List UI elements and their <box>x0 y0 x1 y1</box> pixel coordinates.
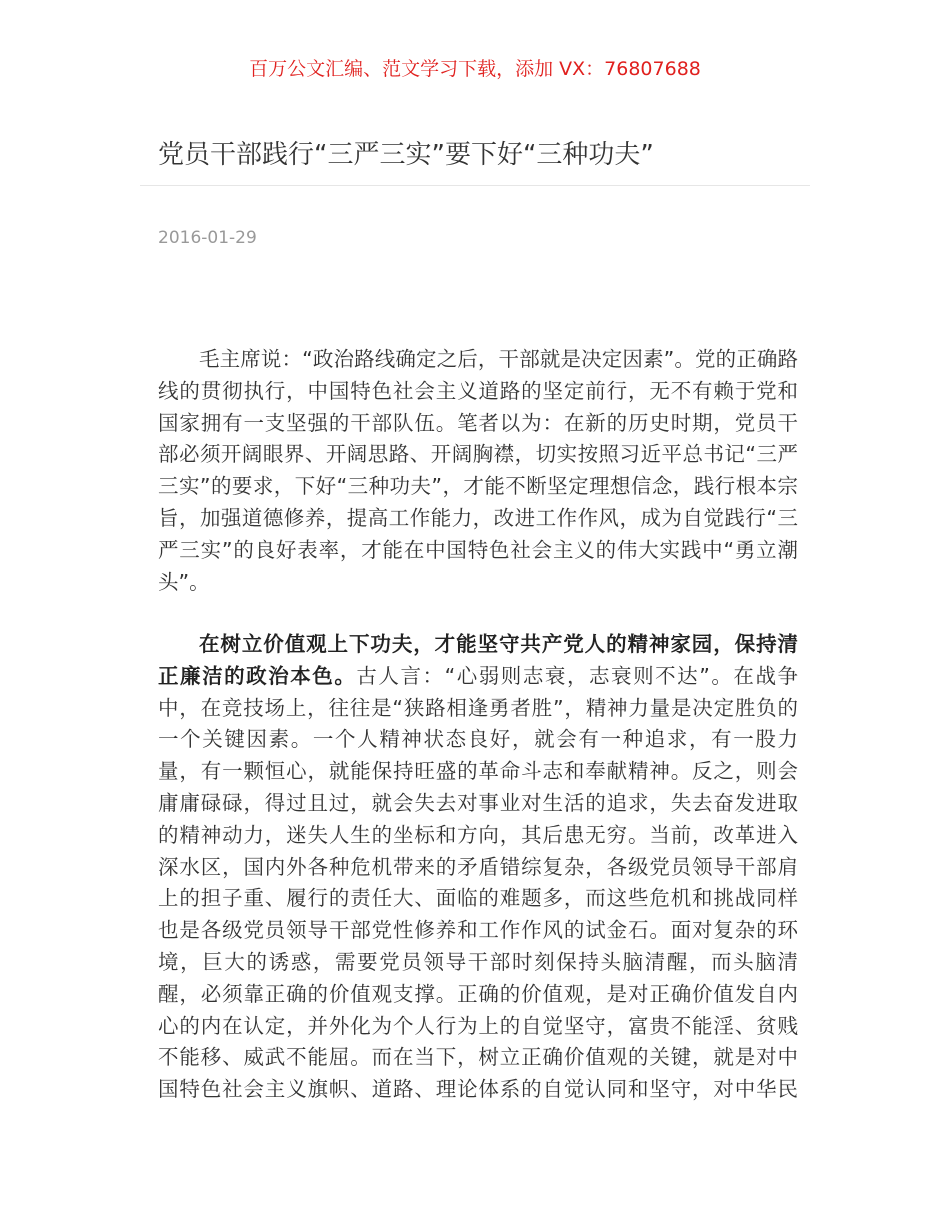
body-text: 心的内在认定，并外化为个人行为上的自觉坚守，富贵不能淫、贫贱 <box>158 1013 798 1038</box>
body-text: 线的贯彻执行，中国特色社会主义道路的坚定前行，无不有赖于党和 <box>158 378 798 403</box>
text-line <box>158 979 798 1011</box>
body-text: 头”。 <box>158 569 210 594</box>
text-line <box>158 1074 798 1106</box>
article-date: 2016-01-29 <box>158 228 257 248</box>
bold-lead-text: 在树立价值观上下功夫，才能坚守共产党人的精神家园，保持清 <box>199 632 798 656</box>
body-text: 深水区，国内外各种危机带来的矛盾错综复杂，各级党员领导干部肩 <box>158 854 798 879</box>
title-divider <box>140 185 810 186</box>
text-line <box>158 567 798 599</box>
paragraph-2 <box>158 629 798 1106</box>
text-line <box>158 915 798 947</box>
text-line <box>158 788 798 820</box>
body-text: 也是各级党员领导干部党性修养和工作作风的试金石。面对复杂的环 <box>158 918 798 943</box>
text-line <box>158 408 798 440</box>
body-text: 三实”的要求，下好“三种功夫”，才能不断坚定理想信念，践行根本宗 <box>158 474 798 499</box>
promo-banner: 百万公文汇编、范文学习下载，添加 VX：76807688 <box>249 58 701 80</box>
text-line <box>158 535 798 567</box>
body-text: 不能移、威武不能屈。而在当下，树立正确价值观的关键，就是对中 <box>158 1045 798 1070</box>
body-text: 国家拥有一支坚强的干部队伍。笔者以为：在新的历史时期，党员干 <box>158 410 798 435</box>
text-line <box>158 503 798 535</box>
text-line <box>158 820 798 852</box>
text-line <box>158 947 798 979</box>
text-line <box>158 1042 798 1074</box>
body-text: 的精神动力，迷失人生的坐标和方向，其后患无穷。当前，改革进入 <box>158 822 798 847</box>
body-text: 境，巨大的诱惑，需要党员领导干部时刻保持头脑清醒，而头脑清 <box>158 949 798 974</box>
body-text: 量，有一颗恒心，就能保持旺盛的革命斗志和奉献精神。反之，则会 <box>158 759 798 784</box>
text-line <box>158 439 798 471</box>
body-text: 庸庸碌碌，得过且过，就会失去对事业对生活的追求，失去奋发进取 <box>158 790 798 815</box>
body-text: 一个关键因素。一个人精神状态良好，就会有一种追求，有一股力 <box>158 727 798 752</box>
text-line <box>158 883 798 915</box>
article-title: 党员干部践行“三严三实”要下好“三种功夫” <box>158 140 654 170</box>
text-line <box>158 344 798 376</box>
body-text: 旨，加强道德修养，提高工作能力，改进工作作风，成为自觉践行“三 <box>158 505 798 530</box>
text-line <box>158 756 798 788</box>
paragraph-1 <box>158 344 798 598</box>
text-line <box>158 852 798 884</box>
body-text: 毛主席说：“政治路线确定之后，干部就是决定因素”。党的正确路 <box>199 347 798 371</box>
text-line <box>158 661 798 693</box>
body-text: 上的担子重、履行的责任大、面临的难题多，而这些危机和挑战同样 <box>158 886 798 911</box>
text-line <box>158 724 798 756</box>
body-text: 国特色社会主义旗帜、道路、理论体系的自觉认同和坚守，对中华民 <box>158 1077 798 1102</box>
body-text: 醒，必须靠正确的价值观支撑。正确的价值观，是对正确价值发自内 <box>158 981 798 1006</box>
text-line <box>158 629 798 661</box>
body-text: 严三实”的良好表率，才能在中国特色社会主义的伟大实践中“勇立潮 <box>158 537 798 562</box>
text-line <box>158 376 798 408</box>
body-text: 部必须开阔眼界、开阔思路、开阔胸襟，切实按照习近平总书记“三严 <box>158 442 798 467</box>
bold-lead-text: 正廉洁的政治本色。 <box>158 663 357 688</box>
body-text: 中，在竞技场上，往往是“狭路相逢勇者胜”，精神力量是决定胜负的 <box>158 695 798 720</box>
body-text: 古人言：“心弱则志衰，志衰则不达”。在战争 <box>356 663 798 688</box>
text-line <box>158 471 798 503</box>
text-line <box>158 693 798 725</box>
text-line <box>158 1011 798 1043</box>
